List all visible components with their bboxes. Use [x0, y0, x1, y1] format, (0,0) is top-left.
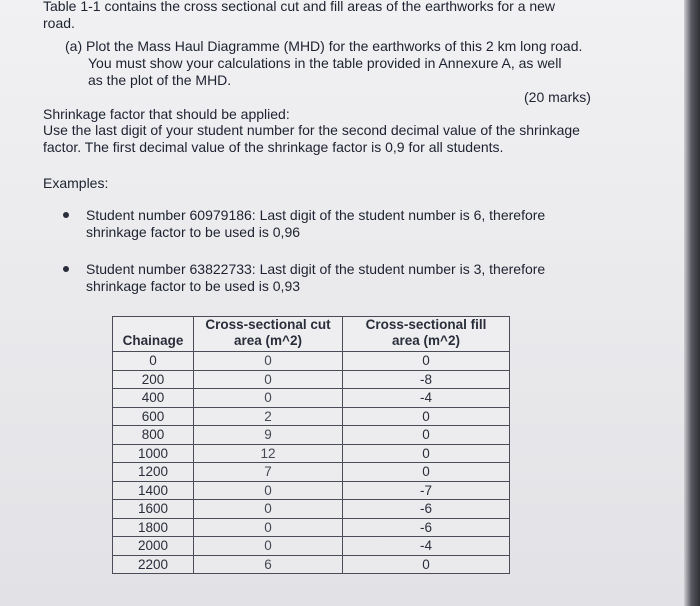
- example-1-line-2: shrinkage factor to be used is 0,96: [86, 224, 301, 240]
- cut-area-cell: 2: [194, 407, 343, 426]
- cut-area-cell: 0: [194, 481, 343, 500]
- chainage-cell: 1600: [113, 500, 194, 519]
- table-row: [113, 444, 510, 463]
- page-edge-shadow: [684, 0, 700, 606]
- chainage-cell: 400: [113, 389, 194, 408]
- example-2-line-2: shrinkage factor to be used is 0,93: [86, 278, 301, 294]
- shrinkage-line-1: Use the last digit of your student number for the second decimal value of the shrinkage: [43, 122, 580, 138]
- fill-area-cell: 0: [343, 444, 510, 463]
- table-row: [113, 481, 510, 500]
- cut-area-cell: 9: [194, 426, 343, 445]
- table-header-row: [113, 317, 510, 352]
- table-row: [113, 352, 510, 371]
- fill-area-cell: 0: [343, 463, 510, 482]
- fill-area-cell: -4: [343, 389, 510, 408]
- cut-area-cell: 7: [194, 463, 343, 482]
- example-1-line-1: Student number 60979186: Last digit of the student number is 6, therefore: [86, 207, 546, 223]
- bullet-icon: [63, 266, 69, 272]
- cut-area-cell: 0: [194, 352, 343, 371]
- fill-area-cell: -6: [343, 500, 510, 519]
- table-row: [113, 537, 510, 556]
- table-row: [113, 500, 510, 519]
- header-fill-area: [343, 317, 510, 352]
- header-fill-line-1: Cross-sectional fill: [365, 317, 487, 332]
- fill-area-cell: 0: [343, 555, 510, 574]
- question-a-line-1: (a) Plot the Mass Haul Diagramme (MHD) for the earthworks of this 2 km long road.: [65, 38, 583, 54]
- fill-area-cell: -8: [343, 370, 510, 389]
- table-row: [113, 389, 510, 408]
- fill-area-cell: 0: [343, 407, 510, 426]
- table-row: [113, 426, 510, 445]
- chainage-cell: 1400: [113, 481, 194, 500]
- intro-line-2: road.: [43, 15, 75, 31]
- fill-area-cell: 0: [343, 352, 510, 371]
- example-2-line-1: Student number 63822733: Last digit of the student number is 3, therefore: [86, 261, 546, 277]
- chainage-cell: 1000: [113, 444, 194, 463]
- header-cut-line-2: area (m^2): [234, 333, 302, 348]
- question-a-line-2: You must show your calculations in the table provided in Annexure A, as well: [88, 55, 562, 71]
- cut-area-cell: 6: [194, 555, 343, 574]
- bullet-icon: [63, 212, 69, 218]
- cut-area-cell: 0: [194, 518, 343, 537]
- chainage-cell: 200: [113, 370, 194, 389]
- cut-area-cell: 0: [194, 500, 343, 519]
- examples-label: Examples:: [43, 175, 109, 191]
- question-a-line-3: as the plot of the MHD.: [88, 72, 232, 88]
- marks-label: (20 marks): [524, 89, 591, 105]
- header-fill-line-2: area (m^2): [392, 333, 460, 348]
- fill-area-cell: -4: [343, 537, 510, 556]
- table-row: [113, 463, 510, 482]
- chainage-cell: 2000: [113, 537, 194, 556]
- cut-area-cell: 0: [194, 537, 343, 556]
- shrinkage-title: Shrinkage factor that should be applied:: [43, 106, 290, 122]
- cut-area-cell: 12: [194, 444, 343, 463]
- table-row: [113, 370, 510, 389]
- fill-area-cell: 0: [343, 426, 510, 445]
- cut-area-cell: 0: [194, 389, 343, 408]
- chainage-cell: 2200: [113, 555, 194, 574]
- fill-area-cell: -6: [343, 518, 510, 537]
- intro-paragraph: [43, 0, 643, 32]
- chainage-cell: 600: [113, 407, 194, 426]
- fill-area-cell: -7: [343, 481, 510, 500]
- chainage-cell: 0: [113, 352, 194, 371]
- header-cut-area: [194, 317, 343, 352]
- cut-area-cell: 0: [194, 370, 343, 389]
- chainage-cell: 1200: [113, 463, 194, 482]
- table-row: [113, 518, 510, 537]
- table-row: [113, 407, 510, 426]
- header-chainage: Chainage: [113, 317, 194, 352]
- chainage-cell: 800: [113, 426, 194, 445]
- table-row: [113, 555, 510, 574]
- header-cut-line-1: Cross-sectional cut: [205, 317, 331, 332]
- intro-line-1: Table 1-1 contains the cross sectional cut and fill areas of the earthworks for a new: [43, 0, 556, 14]
- shrinkage-line-2: factor. The first decimal value of the shrinkage factor is 0,9 for all students.: [43, 139, 504, 155]
- chainage-cell: 1800: [113, 518, 194, 537]
- earthworks-table: [112, 316, 510, 574]
